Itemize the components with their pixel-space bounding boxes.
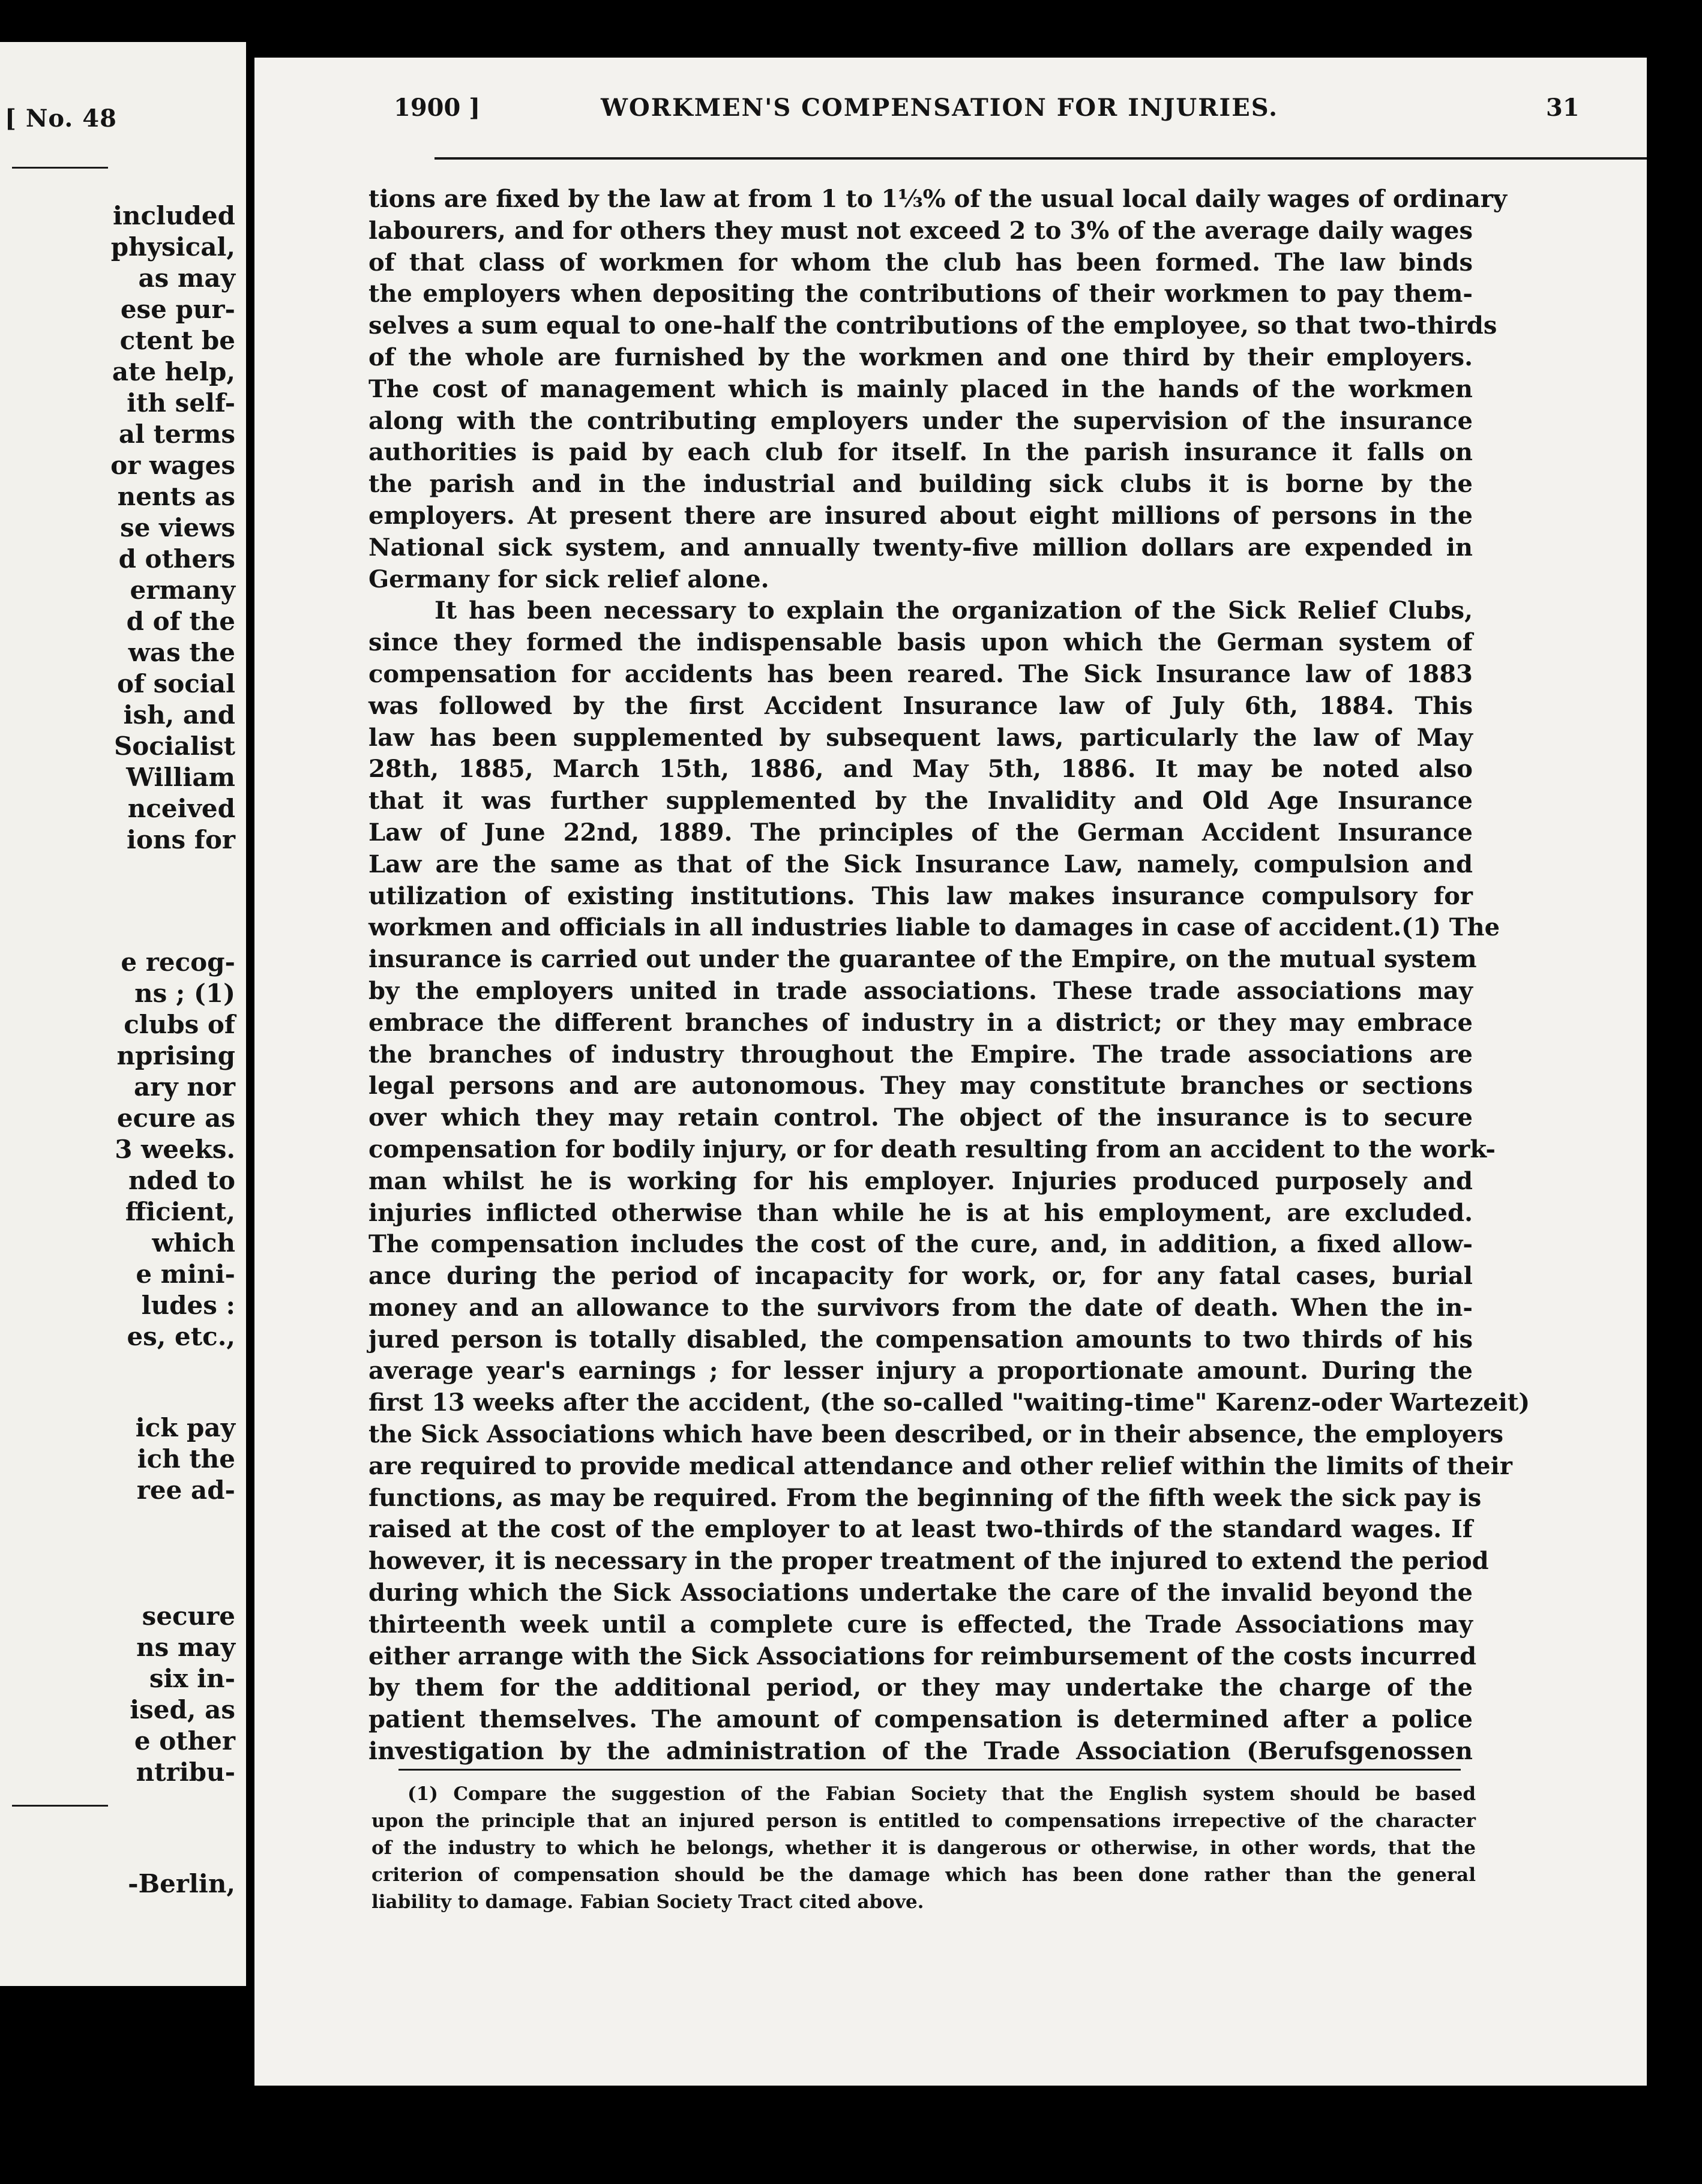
body-line: of the whole are furnished by the workmen and one third by their employers. [368, 343, 1473, 371]
body-line: was followed by the first Accident Insurance law of July 6th, 1884. This [368, 691, 1473, 720]
main-page [254, 58, 1647, 2086]
body-line: jured person is totally disabled, the compensation amounts to two thirds of his [368, 1325, 1473, 1354]
left-line: fficient, [125, 1197, 235, 1226]
footnote-rule [398, 1769, 1461, 1771]
left-line: nded to [128, 1166, 235, 1195]
left-line: d of the [126, 607, 235, 636]
body-line: workmen and officials in all industries liable to damages in case of accident.(1) The [368, 913, 1500, 942]
body-line: that it was further supplemented by the Invalidity and Old Age Insurance [368, 787, 1473, 815]
left-line: ions for [127, 825, 235, 854]
left-line: es, etc., [127, 1322, 235, 1351]
body-line: during which the Sick Associations undertake the care of the invalid beyond the [368, 1579, 1473, 1607]
body-line: investigation by the administration of the Trade Association (Berufsgenossen [368, 1737, 1473, 1766]
body-line: Law are the same as that of the Sick Insurance Law, namely, compulsion and [368, 850, 1473, 878]
body-line: Law of June 22nd, 1889. The principles of the German Accident Insurance [368, 818, 1473, 847]
left-line: ith self- [127, 388, 235, 418]
body-line: of that class of workmen for whom the club has been formed. The law binds [368, 248, 1473, 277]
body-line: labourers, and for others they must not exceed 2 to 3% of the average daily wages [368, 216, 1473, 245]
body-line: first 13 weeks after the accident, (the so-called "waiting-time" Karenz-oder Wartezeit) [368, 1388, 1530, 1417]
body-line: embrace the different branches of industry in a district; or they may embrace [368, 1008, 1473, 1037]
body-line: law has been supplemented by subsequent laws, particularly the law of May [368, 723, 1473, 752]
left-lines-top [0, 200, 235, 856]
body-line: 28th, 1885, March 15th, 1886, and May 5th, 1886. It may be noted also [368, 755, 1473, 784]
left-page-footer: -Berlin, [128, 1869, 235, 1898]
left-line: e mini- [136, 1259, 235, 1289]
left-line: ecure as [116, 1103, 235, 1133]
body-line: The cost of management which is mainly placed in the hands of the workmen [368, 374, 1473, 403]
body-line: over which they may retain control. The object of the insurance is to secure [368, 1103, 1473, 1132]
body-line: It has been necessary to explain the organization of the Sick Relief Clubs, [435, 596, 1473, 625]
left-line: ish, and [123, 700, 235, 730]
body-line: utilization of existing institutions. This law makes insurance compulsory for [368, 881, 1473, 910]
footnote-line: (1) Compare the suggestion of the Fabian Society that the English system should be based [407, 1783, 1476, 1805]
left-line: ich the [137, 1444, 235, 1474]
body-line: compensation for accidents has been reared. The Sick Insurance law of 1883 [368, 659, 1473, 688]
left-line: ese pur- [120, 295, 235, 324]
body-line: selves a sum equal to one-half the contributions of the employee, so that two-thirds [368, 311, 1497, 340]
body-line: the employers when depositing the contributions of their workmen to pay them- [368, 280, 1473, 308]
left-line: as may [138, 263, 235, 293]
body-line: tions are fixed by the law at from 1 to 1⅓% of the usual local daily wages of ordinary [368, 185, 1508, 213]
left-line: ised, as [130, 1695, 235, 1724]
left-line: of social [116, 669, 235, 698]
left-line: nprising [116, 1041, 235, 1070]
page-gutter [246, 0, 254, 2184]
left-line: ns ; (1) [134, 979, 235, 1008]
left-lines-lower [0, 1412, 235, 1506]
body-line: the parish and in the industrial and building sick clubs it is borne by the [368, 470, 1473, 499]
left-line: d others [118, 544, 235, 574]
left-footnote-rule [12, 1805, 108, 1807]
footnote-line: criterion of compensation should be the damage which has been done rather than the general [371, 1864, 1476, 1886]
body-line: ance during the period of incapacity for work, or, for any fatal cases, burial [368, 1262, 1473, 1291]
body-line: functions, as may be required. From the beginning of the fifth week the sick pay is [368, 1483, 1482, 1512]
footnote [371, 1781, 1476, 1916]
left-line: nents as [117, 482, 235, 511]
body-line: legal persons and are autonomous. They may constitute branches or sections [368, 1072, 1473, 1100]
left-line: ctent be [119, 326, 235, 355]
header-title: WORKMEN'S COMPENSATION FOR INJURIES. [601, 94, 1279, 122]
left-facing-page [0, 42, 246, 1986]
left-header-rule [12, 167, 108, 169]
page-number: 31 [1546, 94, 1580, 122]
body-line: by the employers united in trade associations. These trade associations may [368, 976, 1473, 1005]
left-line: ree ad- [136, 1475, 235, 1505]
left-lines-middle [0, 947, 235, 1352]
body-text [368, 184, 1530, 1768]
footnote-line: liability to damage. Fabian Society Tract cited above. [371, 1891, 924, 1913]
left-line: which [152, 1228, 235, 1258]
body-line: Germany for sick relief alone. [368, 565, 769, 593]
left-line: al terms [118, 419, 235, 449]
body-line: are required to provide medical attendance and other relief within the limits of their [368, 1451, 1512, 1480]
body-line: along with the contributing employers under the supervision of the insurance [368, 406, 1473, 435]
left-line: ermany [130, 575, 235, 605]
left-line: ludes : [141, 1291, 235, 1320]
body-line: compensation for bodily injury, or for death resulting from an accident to the work- [368, 1135, 1496, 1163]
body-line: thirteenth week until a complete cure is effected, the Trade Associations may [368, 1610, 1473, 1639]
left-line: clubs of [124, 1010, 235, 1039]
body-line: either arrange with the Sick Associations for reimbursement of the costs incurred [368, 1642, 1477, 1670]
body-line: raised at the cost of the employer to at least two-thirds of the standard wages. If [368, 1515, 1473, 1544]
left-line: ate help, [112, 357, 235, 386]
left-line: se views [120, 513, 235, 542]
body-line: National sick system, and annually twenty-five million dollars are expended in [368, 533, 1473, 562]
left-line: ns may [136, 1633, 235, 1662]
body-line: insurance is carried out under the guarantee of the Empire, on the mutual system [368, 945, 1477, 974]
left-line: physical, [110, 232, 235, 262]
left-line: secure [142, 1601, 235, 1631]
left-line: ntribu- [136, 1757, 235, 1787]
left-line: was the [128, 638, 235, 667]
left-page-header: [ No. 48 [5, 104, 117, 133]
left-line: William [126, 763, 235, 792]
left-lines-bottom [0, 1601, 235, 1788]
left-line: six in- [149, 1664, 235, 1693]
body-line: money and an allowance to the survivors from the date of death. When the in- [368, 1293, 1473, 1322]
body-line: however, it is necessary in the proper treatment of the injured to extend the period [368, 1547, 1489, 1576]
left-line: or wages [110, 451, 235, 480]
body-line: The compensation includes the cost of the cure, and, in addition, a fixed allow- [368, 1230, 1473, 1259]
left-line: Socialist [113, 731, 235, 761]
header-year: 1900 ] [394, 94, 481, 122]
body-line: employers. At present there are insured about eight millions of persons in the [368, 501, 1473, 530]
running-head [394, 94, 1647, 130]
left-line: e recog- [121, 947, 235, 977]
body-line: injuries inflicted otherwise than while he is at his employment, are excluded. [368, 1198, 1473, 1227]
header-rule [435, 157, 1647, 160]
left-line: 3 weeks. [115, 1135, 235, 1164]
body-line: since they formed the indispensable basis upon which the German system of [368, 628, 1473, 657]
left-line: ary nor [133, 1072, 235, 1102]
left-line: included [112, 201, 235, 230]
body-line: the branches of industry throughout the Empire. The trade associations are [368, 1040, 1473, 1069]
body-line: man whilst he is working for his employer. Injuries produced purposely and [368, 1166, 1473, 1195]
body-line: average year's earnings ; for lesser injury a proportionate amount. During the [368, 1357, 1473, 1385]
left-line: e other [134, 1726, 235, 1756]
body-line: patient themselves. The amount of compensation is determined after a police [368, 1705, 1473, 1734]
footnote-line: upon the principle that an injured person is entitled to compensations irrepective of the character [371, 1810, 1476, 1832]
footnote-line: of the industry to which he belongs, whether it is dangerous or otherwise, in other words, that the [371, 1837, 1476, 1859]
left-line: ick pay [135, 1413, 235, 1442]
body-line: the Sick Associations which have been described, or in their absence, the employers [368, 1420, 1503, 1449]
body-line: by them for the additional period, or they may undertake the charge of the [368, 1673, 1473, 1702]
body-line: authorities is paid by each club for itself. In the parish insurance it falls on [368, 438, 1473, 467]
left-line: nceived [127, 794, 235, 823]
